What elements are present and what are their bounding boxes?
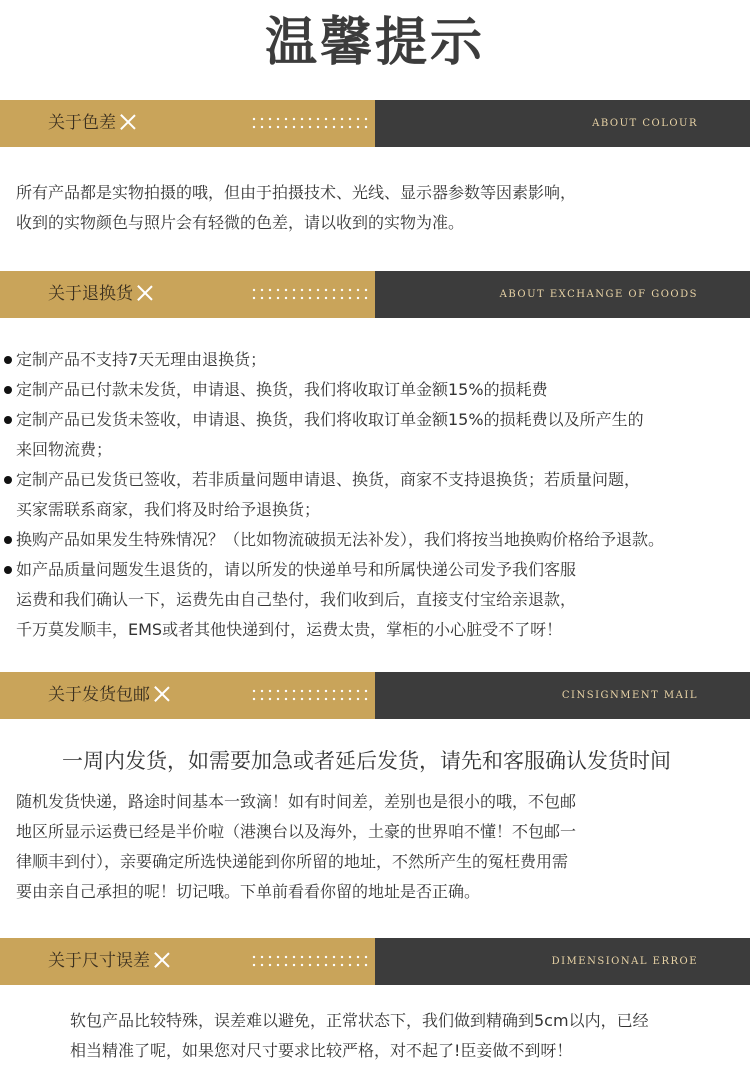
dot-grid-decoration <box>250 953 368 970</box>
bullet-icon <box>4 566 12 574</box>
list-item: 定制产品已付款未发货，申请退、换货，我们将收取订单金额15%的损耗费 <box>4 375 748 405</box>
dot-grid-decoration <box>250 286 368 303</box>
size-text: 软包产品比较特殊，误差难以避免，正常状态下，我们做到精确到5cm以内，已经 相当精准了呢，如果您对尺寸要求比较严格，对不起了!臣妾做不到呀！ <box>70 1011 649 1060</box>
cross-icon <box>154 952 170 968</box>
page-title: 温馨提示 <box>264 13 485 73</box>
dot-grid-decoration <box>250 115 368 132</box>
bullet-icon <box>4 356 12 364</box>
list-item: 定制产品不支持7天无理由退换货； <box>4 345 748 375</box>
bullet-icon <box>4 476 12 484</box>
bullet-icon <box>4 386 12 394</box>
cross-icon <box>154 686 170 702</box>
shipping-headline: 一周内发货，如需要加急或者延后发货，请先和客服确认发货时间 <box>62 749 671 773</box>
section-title-en-colour: ABOUT COLOUR <box>592 118 698 129</box>
cross-icon <box>137 285 153 301</box>
section-title-en-size: DIMENSIONAL ERROE <box>551 956 698 967</box>
section-title-colour: 关于色差 <box>48 100 136 147</box>
section-title-exchange: 关于退换货 <box>48 271 153 318</box>
bullet-icon <box>4 416 12 424</box>
list-item: 换购产品如果发生特殊情况？（比如物流破损无法补发），我们将按当地换购价格给予退款。 <box>4 525 748 555</box>
section-title-en-exchange: ABOUT EXCHANGE OF GOODS <box>499 289 698 300</box>
exchange-rules-list <box>4 345 748 645</box>
section-title-shipping: 关于发货包邮 <box>48 672 170 719</box>
shipping-text: 随机发货快递，路途时间基本一致滴！如有时间差，差别也是很小的哦，不包邮 地区所显示运费已经是半价啦（港澳台以及海外，土豪的世界咱不懂！不包邮一 律顺丰到付），亲要确定所选快递能到你所留的地址，不然所产生的冤枉费用需 要由亲自己承担的呢！切记哦。下单前看看你留的地址是否正确。 <box>16 792 577 901</box>
section-header-colour <box>0 100 750 147</box>
list-item: 如产品质量问题发生退货的，请以所发的快递单号和所属快递公司发予我们客服 运费和我们确认一下，运费先由自己垫付，我们收到后，直接支付宝给亲退款， 千万莫发顺丰，EMS或者其他快递到付，运费太贵，掌柜的小心脏受不了呀！ <box>4 555 748 645</box>
section-title-en-shipping: CINSIGNMENT MAIL <box>561 690 698 701</box>
section-header-shipping <box>0 672 750 719</box>
colour-text: 所有产品都是实物拍摄的哦，但由于拍摄技术、光线、显示器参数等因素影响， 收到的实物颜色与照片会有轻微的色差，请以收到的实物为准。 <box>16 183 577 232</box>
list-item: 定制产品已发货未签收，申请退、换货，我们将收取订单金额15%的损耗费以及所产生的 来回物流费； <box>4 405 748 465</box>
section-title-size: 关于尺寸误差 <box>48 938 170 985</box>
section-header-size <box>0 938 750 985</box>
bullet-icon <box>4 536 12 544</box>
cross-icon <box>120 114 136 130</box>
section-header-exchange <box>0 271 750 318</box>
list-item: 定制产品已发货已签收，若非质量问题申请退、换货，商家不支持退换货；若质量问题， 买家需联系商家，我们将及时给予退换货； <box>4 465 748 525</box>
dot-grid-decoration <box>250 687 368 704</box>
